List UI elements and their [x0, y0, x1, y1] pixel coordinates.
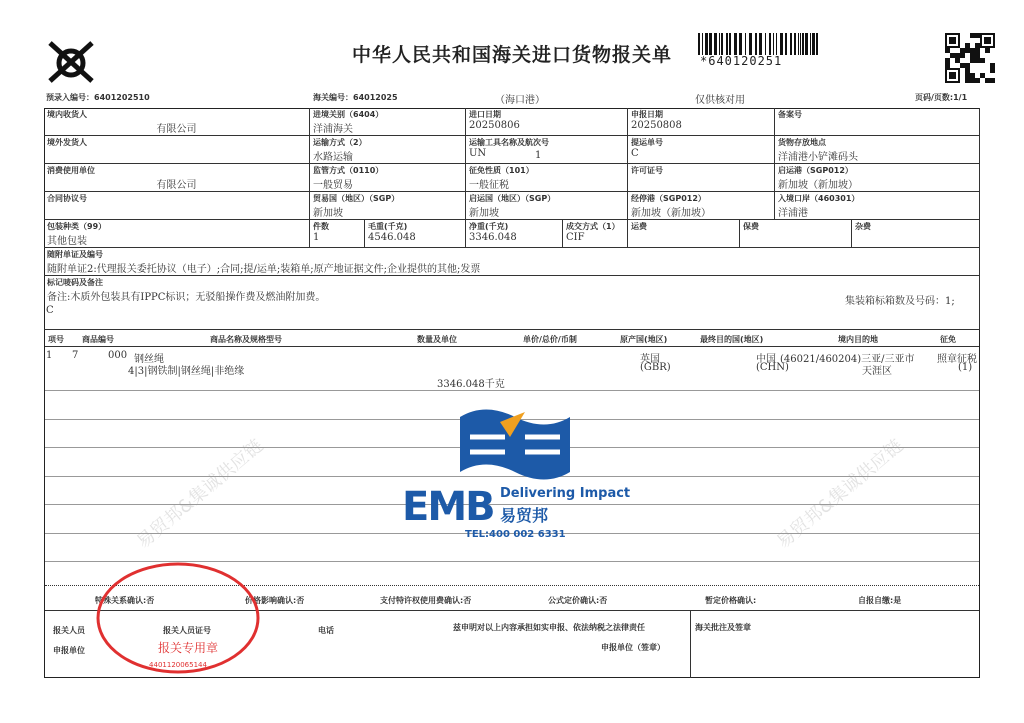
declarant-cert-label: 报关人员证号: [163, 626, 211, 635]
field-label: 运费: [631, 222, 647, 231]
goods-name: 钢丝绳: [134, 354, 164, 365]
phone-label: 电话: [318, 626, 334, 635]
goods-dest: 中国: [756, 354, 776, 365]
field-value: UN: [469, 148, 487, 159]
field-storage: [775, 136, 980, 164]
field-value: 有限公司: [156, 124, 197, 135]
goods-domestic: (46021/460204)三亚/三亚市: [780, 354, 915, 365]
field-label: 合同协议号: [47, 194, 87, 203]
field-docs: [44, 248, 980, 276]
field-label: 许可证号: [631, 166, 663, 175]
field-value: 洋浦海关: [313, 124, 353, 135]
field-label: 消费使用单位: [47, 166, 95, 175]
field-net: [466, 220, 563, 248]
page-number: 页码/页数:1/1: [915, 93, 968, 102]
field-value: 洋浦港: [778, 208, 808, 219]
field-label: 启运国（地区）（SGP）: [469, 194, 556, 203]
field-label: 保费: [743, 222, 759, 231]
field-label: 成交方式（1）: [566, 222, 620, 231]
goods-header: 商品编号: [82, 335, 114, 344]
svg-text:4401120065144: 4401120065144: [149, 661, 207, 669]
barcode-text: *640120251: [700, 54, 783, 68]
field-value: 20250808: [631, 120, 682, 131]
field-label: 随附单证及编号: [47, 250, 103, 259]
goods-dest2: (CHN): [756, 362, 789, 373]
field-consumer: [44, 164, 310, 192]
field-transit: [628, 192, 775, 220]
formula-price-confirm: 公式定价确认:否: [548, 596, 608, 605]
emb-tagline: Delivering Impact: [500, 486, 631, 501]
goods-origin2: (GBR): [640, 362, 671, 373]
field-shipper: [44, 136, 310, 164]
goods-levy: 照章征税: [937, 354, 977, 365]
field-license: [628, 164, 775, 192]
field-value: 其他包装: [47, 236, 87, 247]
goods-header: 数量及单位: [417, 335, 457, 344]
field-label: 标记唛码及备注: [47, 278, 103, 287]
field-label: 杂费: [855, 222, 871, 231]
goods-header: 单价/总价/币制: [523, 335, 577, 344]
field-value: 20250806: [469, 120, 520, 131]
goods-domestic2: 天涯区: [862, 366, 892, 377]
emb-logo-icon: [455, 402, 575, 482]
goods-code2: 000: [108, 350, 128, 361]
emb-chinese-name: 易贸邦: [500, 506, 549, 525]
field-label: 申报日期: [631, 110, 663, 119]
field-label: 经停港（SGP012）: [631, 194, 706, 203]
provisional-price-confirm: 暂定价格确认:: [705, 596, 757, 605]
field-label: 包装种类（99）: [47, 222, 107, 231]
customs-stamp: [88, 560, 268, 676]
field-freight: [628, 220, 740, 248]
field-value: 3346.048: [469, 232, 517, 243]
divider: [45, 346, 979, 347]
field-label: 货物存放地点: [778, 138, 826, 147]
field-bl: [628, 136, 775, 164]
field-value: 一般征税: [469, 180, 509, 191]
field-value: 有限公司: [156, 180, 197, 191]
goods-levy2: (1): [958, 362, 973, 373]
field-label: 净重(千克): [469, 222, 509, 231]
field-vessel: [466, 136, 628, 164]
voyage-number: 1: [535, 150, 542, 161]
field-label: 进口日期: [469, 110, 501, 119]
port: （海口港）: [495, 95, 545, 106]
watermark-text: 易贸邦&集诚供应链: [132, 435, 268, 553]
field-label: 进境关别（6404）: [313, 110, 384, 119]
field-entry-port: [775, 192, 980, 220]
customs-number: 海关编号：64012025: [313, 93, 398, 102]
field-value: CIF: [566, 232, 585, 243]
field-label: 件数: [313, 222, 329, 231]
field-misc: [852, 220, 980, 248]
field-label: 启运港（SGP012）: [778, 166, 853, 175]
goods-row-line: [45, 390, 979, 391]
field-label: 毛重(千克): [368, 222, 408, 231]
declaring-unit-label: 申报单位: [53, 646, 85, 655]
field-label: 运输方式（2）: [313, 138, 367, 147]
stamp-seal-icon: [88, 560, 268, 676]
pre-entry-number: 预录入编号：6401202510: [46, 93, 150, 102]
price-influence-confirm: 价格影响确认:否: [245, 596, 305, 605]
field-label: 备案号: [778, 110, 802, 119]
field-value: 新加坡: [313, 208, 343, 219]
goods-header: 商品名称及规格型号: [210, 335, 282, 344]
field-label: 境内收货人: [47, 110, 87, 119]
field-value: 新加坡（新加坡）: [778, 180, 858, 191]
customs-approval-label: 海关批注及签章: [695, 623, 751, 632]
document-title: 中华人民共和国海关进口货物报关单: [351, 44, 672, 66]
svg-text:报关专用章: 报关专用章: [157, 641, 219, 655]
goods-spec: 4|3|钢铁制|钢丝绳|非绝缘: [128, 366, 245, 377]
declaration-statement: 兹申明对以上内容承担如实申报、依法纳税之法律责任: [453, 623, 645, 632]
field-value: 洋浦港小铲滩码头: [778, 152, 858, 163]
watermark-text: 易贸邦&集诚供应链: [772, 435, 908, 553]
emb-brand: EMB: [402, 484, 494, 530]
field-value: 新加坡: [469, 208, 499, 219]
field-label: 监管方式（0110）: [313, 166, 384, 175]
goods-qty: 3346.048千克: [437, 379, 505, 390]
marks-value-2: C: [46, 305, 54, 316]
field-value: 1: [313, 232, 320, 243]
barcode: [698, 33, 863, 55]
field-value: C: [631, 148, 639, 159]
royalty-confirm: 支付特许权使用费确认:否: [380, 596, 472, 605]
goods-header: 原产国(地区): [620, 335, 668, 344]
goods-origin: 英国: [640, 354, 660, 365]
field-decl-date: [628, 108, 775, 136]
field-entry: [310, 108, 466, 136]
field-gross: [365, 220, 466, 248]
goods-header: 征免: [940, 335, 956, 344]
field-value: 一般贸易: [313, 180, 353, 191]
goods-header: 项号: [48, 335, 64, 344]
field-import-date: [466, 108, 628, 136]
field-value: 随附单证2:代理报关委托协议（电子）;合同;提/运单;装箱单;原产地证据文件;企业提供的其他;发票: [47, 264, 481, 275]
field-value: 备注:木质外包装具有IPPC标识；无驳船操作费及燃油附加费。: [47, 292, 326, 303]
special-relation-confirm: 特殊关系确认:否: [95, 596, 155, 605]
field-insurance: [740, 220, 852, 248]
goods-code: 7: [72, 350, 79, 361]
field-pieces: [310, 220, 365, 248]
field-label: 提运单号: [631, 138, 663, 147]
field-levy: [466, 164, 628, 192]
field-label: 征免性质（101）: [469, 166, 534, 175]
field-record: [775, 108, 980, 136]
self-pay-confirm: 自报自缴:是: [858, 596, 902, 605]
field-value: 4546.048: [368, 232, 416, 243]
field-dep-port: [775, 164, 980, 192]
goods-header: 最终目的国(地区): [700, 335, 764, 344]
field-trade-country: [310, 192, 466, 220]
field-label: 贸易国（地区）（SGP）: [313, 194, 400, 203]
goods-header: 境内目的地: [838, 335, 878, 344]
field-value: 新加坡（新加坡）: [631, 208, 711, 219]
declarant-label: 报关人员: [53, 626, 85, 635]
emb-tel: TEL:400 002 6331: [465, 529, 566, 540]
field-transport: [310, 136, 466, 164]
qr-code: [945, 33, 995, 83]
field-dep-country: [466, 192, 628, 220]
goods-no: 1: [46, 350, 53, 361]
emb-logo-watermark: [400, 402, 630, 547]
field-terms: [563, 220, 628, 248]
declaring-unit-sign: 申报单位（签章）: [601, 643, 665, 652]
field-contract: [44, 192, 310, 220]
verification-note: 仅供核对用: [695, 95, 745, 106]
field-marks: [44, 276, 980, 330]
field-pack: [44, 220, 310, 248]
field-label: 运输工具名称及航次号: [469, 138, 549, 147]
field-label: 入境口岸（460301）: [778, 194, 860, 203]
field-label: 境外发货人: [47, 138, 87, 147]
container-count: 集装箱标箱数及号码：1;: [845, 296, 955, 307]
field-consignee: [44, 108, 310, 136]
divider: [690, 610, 691, 678]
field-value: 水路运输: [313, 152, 353, 163]
field-supervision: [310, 164, 466, 192]
